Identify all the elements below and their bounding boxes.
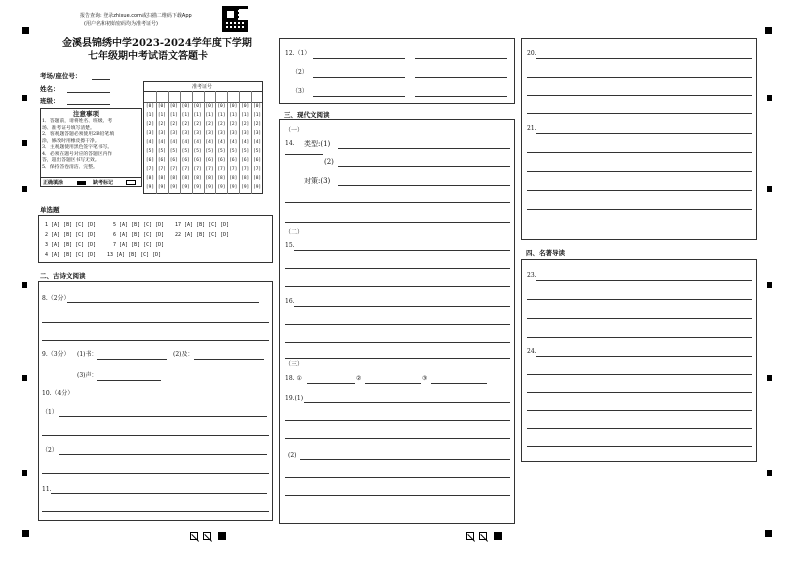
answer-line[interactable] (42, 473, 269, 474)
admission-digit-bubble[interactable]: [5] (193, 149, 202, 154)
modern-answer-box (279, 119, 515, 524)
q9-3-label: (3)声： (77, 372, 98, 379)
mcq-row[interactable]: 4 [A] [B] [C] [D] (45, 252, 97, 258)
admission-digit-bubble[interactable]: [2] (157, 122, 166, 127)
admission-digit-bubble[interactable]: [5] (253, 149, 262, 154)
notice-line: 2．客观题答题必须使用2B铅笔填 (42, 132, 114, 137)
answer-line[interactable] (527, 209, 752, 210)
classics-answer-box (521, 259, 757, 462)
answer-line[interactable] (415, 77, 507, 78)
admission-digit-bubble[interactable]: [1] (205, 113, 214, 118)
timing-mark (767, 470, 772, 476)
admission-digit-bubble[interactable]: [2] (205, 122, 214, 127)
admission-digit-bubble[interactable]: [0] (157, 104, 166, 109)
q12-2-label: （2） (292, 69, 308, 76)
answer-line[interactable] (285, 324, 510, 325)
timing-mark (22, 140, 27, 146)
q12-answer-box (279, 38, 515, 104)
password-notice: (用户名和初始密码均为准考证号) (84, 21, 158, 27)
admission-digit-bubble[interactable]: [4] (205, 140, 214, 145)
admission-digit-bubble[interactable]: [0] (169, 104, 178, 109)
answer-line[interactable] (527, 171, 752, 172)
corner-mark (765, 530, 772, 537)
answer-line[interactable] (307, 383, 355, 384)
page-marker-icon (466, 532, 474, 540)
answer-line[interactable] (97, 359, 167, 360)
answer-line[interactable] (527, 446, 752, 447)
answer-line[interactable] (304, 402, 510, 403)
answer-line[interactable] (285, 154, 323, 155)
q14-c-label: 对策:(3) (304, 177, 331, 185)
admission-digit-bubble[interactable]: [3] (205, 131, 214, 136)
answer-line[interactable] (527, 374, 752, 375)
admission-digit-bubble[interactable]: [4] (157, 140, 166, 145)
answer-line[interactable] (313, 58, 405, 59)
q10-label: 10.（4分） (42, 390, 74, 397)
admission-digit-bubble[interactable]: [6] (241, 158, 250, 163)
q19-2-label: (2) (288, 452, 297, 459)
admission-digit-bubble[interactable]: [0] (217, 104, 226, 109)
admission-digit-bubble[interactable]: [8] (217, 176, 226, 181)
admission-label: 准考证号 (192, 84, 213, 90)
admission-digit-bubble[interactable]: [8] (229, 176, 238, 181)
admission-digit-bubble[interactable]: [1] (157, 113, 166, 118)
answer-line[interactable] (285, 438, 510, 439)
answer-line[interactable] (527, 190, 752, 191)
mcq-row[interactable]: 3 [A] [B] [C] [D] (45, 242, 97, 248)
admission-digit-bubble[interactable]: [4] (217, 140, 226, 145)
page-marker (218, 532, 226, 540)
answer-line[interactable] (285, 286, 510, 287)
missing-mark-label: 缺考标记 (93, 180, 114, 186)
mcq-row[interactable]: 5 [A] [B] [C] [D] (113, 222, 165, 228)
admission-digit-bubble[interactable]: [0] (229, 104, 238, 109)
q16-label: 16. (285, 298, 295, 305)
classical-answer-box (38, 281, 273, 521)
q20-label: 20. (527, 50, 537, 57)
admission-digit-bubble[interactable]: [7] (217, 167, 226, 172)
answer-line[interactable] (536, 280, 752, 281)
corner-mark (22, 530, 29, 537)
answer-line[interactable] (527, 318, 752, 319)
q15-label: 15. (285, 242, 295, 249)
timing-mark (767, 186, 772, 192)
admission-digit-bubble[interactable]: [7] (145, 167, 155, 172)
part2-label: （二） (285, 229, 304, 236)
timing-mark (22, 470, 27, 476)
admission-digit-bubble[interactable]: [2] (217, 122, 226, 127)
page-title: 金溪县锦绣中学2023-2024学年度下学期 (62, 38, 252, 49)
admission-digit-bubble[interactable]: [0] (145, 104, 155, 109)
admission-digit-bubble[interactable]: [6] (181, 158, 190, 163)
admission-digit-bubble[interactable]: [8] (241, 176, 250, 181)
answer-line[interactable] (51, 493, 267, 494)
admission-digit-bubble[interactable]: [4] (181, 140, 190, 145)
timing-mark (767, 95, 772, 101)
missing-mark-box[interactable] (126, 180, 136, 185)
class-field[interactable] (67, 104, 110, 105)
q14-b-label: (2) (324, 158, 334, 166)
mcq-row[interactable]: 13 [A] [B] [C] [D] (107, 252, 162, 258)
admission-digit-bubble[interactable]: [1] (169, 113, 178, 118)
answer-line[interactable] (415, 58, 507, 59)
notice-line: 答，超出答题区书写无效。 (42, 158, 100, 163)
answer-line[interactable] (285, 420, 510, 421)
admission-digit-bubble[interactable]: [9] (229, 185, 238, 190)
q18-label: 18. ① (285, 375, 302, 382)
answer-line[interactable] (527, 113, 752, 114)
answer-line[interactable] (338, 185, 510, 186)
q24-label: 24. (527, 348, 537, 355)
admission-digit-bubble[interactable]: [9] (181, 185, 190, 190)
answer-line[interactable] (42, 322, 269, 323)
answer-line[interactable] (338, 148, 510, 149)
q10-2-label: （2） (42, 447, 58, 454)
admission-digit-bubble[interactable]: [7] (169, 167, 178, 172)
q10-1-label: （1） (42, 409, 58, 416)
admission-digit-bubble[interactable]: [6] (229, 158, 238, 163)
report-notice: 报告查询: 登录zhixue.com或扫描二维码下载App (80, 13, 192, 19)
answer-line[interactable] (527, 337, 752, 338)
notice-title: 注意事项 (73, 110, 99, 118)
admission-digit-bubble[interactable]: [7] (193, 167, 202, 172)
correct-fill-label: 正确填涂 (43, 180, 64, 186)
admission-digit-bubble[interactable]: [8] (193, 176, 202, 181)
page-marker-icon (203, 532, 211, 540)
admission-digit-bubble[interactable]: [5] (241, 149, 250, 154)
answer-line[interactable] (67, 302, 259, 303)
part3-label: （三） (285, 361, 304, 368)
admission-digit-bubble[interactable]: [0] (193, 104, 202, 109)
q19-label: 19.(1) (285, 395, 304, 402)
q12-3-label: （3） (292, 88, 308, 95)
answer-line[interactable] (527, 77, 752, 78)
answer-line[interactable] (527, 299, 752, 300)
q8-label: 8.（2分） (42, 295, 70, 302)
answer-line[interactable] (536, 133, 752, 134)
q14-a-label: 类型:(1) (304, 140, 331, 148)
answer-line[interactable] (527, 95, 752, 96)
part1-label: （一） (285, 127, 304, 134)
timing-mark (767, 375, 772, 381)
admission-digit-bubble[interactable]: [2] (229, 122, 238, 127)
admission-digit-bubble[interactable]: [9] (169, 185, 178, 190)
answer-line[interactable] (300, 459, 510, 460)
admission-digit-bubble[interactable]: [2] (193, 122, 202, 127)
timing-mark (22, 282, 27, 288)
answer-line[interactable] (294, 250, 510, 251)
admission-digit-bubble[interactable]: [1] (217, 113, 226, 118)
q21-label: 21. (527, 125, 537, 132)
answer-line[interactable] (313, 77, 405, 78)
admission-digit-bubble[interactable]: [2] (169, 122, 178, 127)
admission-digit-bubble[interactable]: [5] (169, 149, 178, 154)
answer-line[interactable] (285, 268, 510, 269)
admission-digit-bubble[interactable]: [9] (193, 185, 202, 190)
answer-line[interactable] (42, 340, 269, 341)
notice-line: 场、准考证号填写清楚。 (42, 125, 95, 131)
mcq-row[interactable]: 22 [A] [B] [C] [D] (175, 232, 230, 238)
answer-line[interactable] (59, 454, 267, 455)
admission-digit-bubble[interactable]: [3] (229, 131, 238, 136)
admission-digit-bubble[interactable]: [7] (157, 167, 166, 172)
admission-digit-bubble[interactable]: [4] (193, 140, 202, 145)
admission-digit-bubble[interactable]: [2] (181, 122, 190, 127)
admission-digit-bubble[interactable]: [7] (241, 167, 250, 172)
section-title-mcq: 单选题 (40, 206, 60, 214)
section-title-modern: 三、现代文阅读 (284, 111, 330, 119)
page-marker-icon (190, 532, 198, 540)
admission-digit-bubble[interactable]: [8] (157, 176, 166, 181)
admission-digit-bubble[interactable]: [6] (205, 158, 214, 163)
corner-mark (765, 27, 772, 34)
admission-digit-bubble[interactable]: [9] (217, 185, 226, 190)
section-title-classics: 四、名著导读 (526, 249, 565, 257)
answer-line[interactable] (536, 356, 752, 357)
q9-2-label: (2)及： (173, 351, 194, 358)
admission-digit-bubble[interactable]: [7] (181, 167, 190, 172)
notice-line: 4．必须在题号对应的答题区内作 (42, 151, 113, 157)
name-field[interactable] (67, 92, 110, 93)
timing-mark (22, 95, 27, 101)
mcq-row[interactable]: 2 [A] [B] [C] [D] (45, 232, 97, 238)
admission-digit-bubble[interactable]: [4] (241, 140, 250, 145)
answer-line[interactable] (415, 96, 507, 97)
answer-line[interactable] (313, 96, 405, 97)
admission-digit-bubble[interactable]: [7] (229, 167, 238, 172)
admission-digit-bubble[interactable]: [8] (181, 176, 190, 181)
admission-digit-bubble[interactable]: [5] (181, 149, 190, 154)
admission-digit-bubble[interactable]: [0] (181, 104, 190, 109)
admission-digit-bubble[interactable]: [6] (169, 158, 178, 163)
timing-mark (767, 282, 772, 288)
admission-digit-bubble[interactable]: [2] (241, 122, 250, 127)
admission-digit-bubble[interactable]: [3] (157, 131, 166, 136)
page-subtitle: 七年级期中考试语文答题卡 (88, 51, 208, 62)
answer-line[interactable] (294, 306, 510, 307)
admission-digit-bubble[interactable]: [0] (241, 104, 250, 109)
admission-digit-bubble[interactable]: [3] (217, 131, 226, 136)
timing-mark (22, 375, 27, 381)
admission-digit-bubble[interactable]: [6] (253, 158, 262, 163)
admission-digit-bubble[interactable]: [9] (157, 185, 166, 190)
answer-line[interactable] (97, 380, 161, 381)
notice-line: 3．主观题使用黑色签字笔书写。 (42, 145, 113, 150)
admission-digit-bubble[interactable]: [4] (145, 140, 155, 145)
answer-line[interactable] (527, 152, 752, 153)
q18-3-label: ③ (422, 375, 428, 382)
admission-digit-bubble[interactable]: [5] (157, 149, 166, 154)
answer-line[interactable] (194, 359, 264, 360)
class-label: 班级： (40, 97, 60, 105)
admission-digit-bubble[interactable]: [6] (193, 158, 202, 163)
section-title-classical: 二、古诗文阅读 (40, 272, 86, 280)
answer-line[interactable] (527, 410, 752, 411)
admission-digit-bubble[interactable]: [4] (169, 140, 178, 145)
answer-line[interactable] (42, 511, 269, 512)
answer-line[interactable] (431, 383, 487, 384)
mcq-row[interactable]: 17 [A] [B] [C] [D] (175, 222, 230, 228)
answer-line[interactable] (42, 435, 269, 436)
admission-digit-bubble[interactable]: [5] (145, 149, 155, 154)
page-marker (494, 532, 502, 540)
mcq-row[interactable]: 7 [A] [B] [C] [D] (113, 242, 165, 248)
admission-digit-bubble[interactable]: [9] (241, 185, 250, 190)
admission-digit-bubble[interactable]: [8] (169, 176, 178, 181)
mcq-row[interactable]: 1 [A] [B] [C] [D] (45, 222, 97, 228)
admission-digit-bubble[interactable]: [8] (253, 176, 262, 181)
fill-example (40, 177, 142, 187)
answer-line[interactable] (285, 202, 510, 203)
admission-digit-bubble[interactable]: [3] (181, 131, 190, 136)
timing-mark (22, 186, 27, 192)
mcq-row[interactable]: 6 [A] [B] [C] [D] (113, 232, 165, 238)
filled-bubble-icon (77, 181, 86, 185)
q20-21-answer-box (521, 38, 757, 240)
admission-digit-bubble[interactable]: [4] (253, 140, 262, 145)
admission-number-grid (143, 81, 263, 194)
notice-line: 涂，修改时用橡皮擦干净。 (42, 138, 100, 144)
answer-line[interactable] (365, 383, 421, 384)
answer-line[interactable] (338, 166, 510, 167)
corner-mark (22, 27, 29, 34)
admission-digit-bubble[interactable]: [5] (217, 149, 226, 154)
admission-digit-bubble[interactable]: [9] (253, 185, 262, 190)
exam-room-field[interactable] (92, 79, 110, 80)
page-marker-icon (479, 532, 487, 540)
exam-room-label: 考场/座位号： (40, 72, 82, 80)
q23-label: 23. (527, 272, 537, 279)
answer-line[interactable] (285, 342, 510, 343)
notice-line: 1．答题前，请将姓名、班级、考 (42, 119, 113, 124)
admission-digit-bubble[interactable]: [0] (253, 104, 262, 109)
q9-1-label: (1)书： (77, 351, 98, 358)
admission-digit-bubble[interactable]: [3] (145, 131, 155, 136)
admission-digit-bubble[interactable]: [1] (193, 113, 202, 118)
admission-digit-bubble[interactable]: [1] (181, 113, 190, 118)
mcq-answer-box (38, 215, 273, 263)
admission-digit-bubble[interactable]: [5] (205, 149, 214, 154)
answer-line[interactable] (285, 222, 510, 223)
admission-digit-bubble[interactable]: [1] (229, 113, 238, 118)
notice-line: 5．保持答卷清洁、完整。 (42, 164, 98, 170)
admission-digit-bubble[interactable]: [3] (169, 131, 178, 136)
admission-digit-bubble[interactable]: [8] (205, 176, 214, 181)
answer-line[interactable] (285, 495, 510, 496)
admission-digit-bubble[interactable]: [3] (253, 131, 262, 136)
answer-line[interactable] (285, 358, 510, 359)
admission-digit-bubble[interactable]: [4] (229, 140, 238, 145)
answer-line[interactable] (536, 58, 752, 59)
answer-line[interactable] (285, 477, 510, 478)
q18-2-label: ② (356, 375, 362, 382)
qr-code-icon (222, 6, 248, 32)
q11-label: 11. (42, 486, 52, 493)
answer-line[interactable] (527, 428, 752, 429)
admission-digit-bubble[interactable]: [2] (253, 122, 262, 127)
answer-line[interactable] (59, 416, 267, 417)
admission-digit-bubble[interactable]: [6] (145, 158, 155, 163)
admission-digit-bubble[interactable]: [8] (145, 176, 155, 181)
admission-digit-bubble[interactable]: [7] (253, 167, 262, 172)
q9-label: 9.（3分） (42, 351, 70, 358)
q12-label: 12.（1） (285, 50, 311, 57)
admission-digit-bubble[interactable]: [9] (205, 185, 214, 190)
answer-line[interactable] (527, 392, 752, 393)
admission-digit-bubble[interactable]: [5] (229, 149, 238, 154)
admission-digit-bubble[interactable]: [3] (241, 131, 250, 136)
admission-digit-bubble[interactable]: [9] (145, 185, 155, 190)
admission-digit-bubble[interactable]: [6] (217, 158, 226, 163)
admission-digit-bubble[interactable]: [0] (205, 104, 214, 109)
admission-digit-bubble[interactable]: [6] (157, 158, 166, 163)
admission-digit-bubble[interactable]: [3] (193, 131, 202, 136)
q14-label: 14. (285, 140, 295, 147)
admission-digit-bubble[interactable]: [1] (253, 113, 262, 118)
admission-digit-bubble[interactable]: [7] (205, 167, 214, 172)
name-label: 姓名： (40, 85, 60, 93)
admission-digit-bubble[interactable]: [1] (145, 113, 155, 118)
notice-box (40, 108, 142, 178)
admission-digit-bubble[interactable]: [2] (145, 122, 155, 127)
admission-digit-bubble[interactable]: [1] (241, 113, 250, 118)
